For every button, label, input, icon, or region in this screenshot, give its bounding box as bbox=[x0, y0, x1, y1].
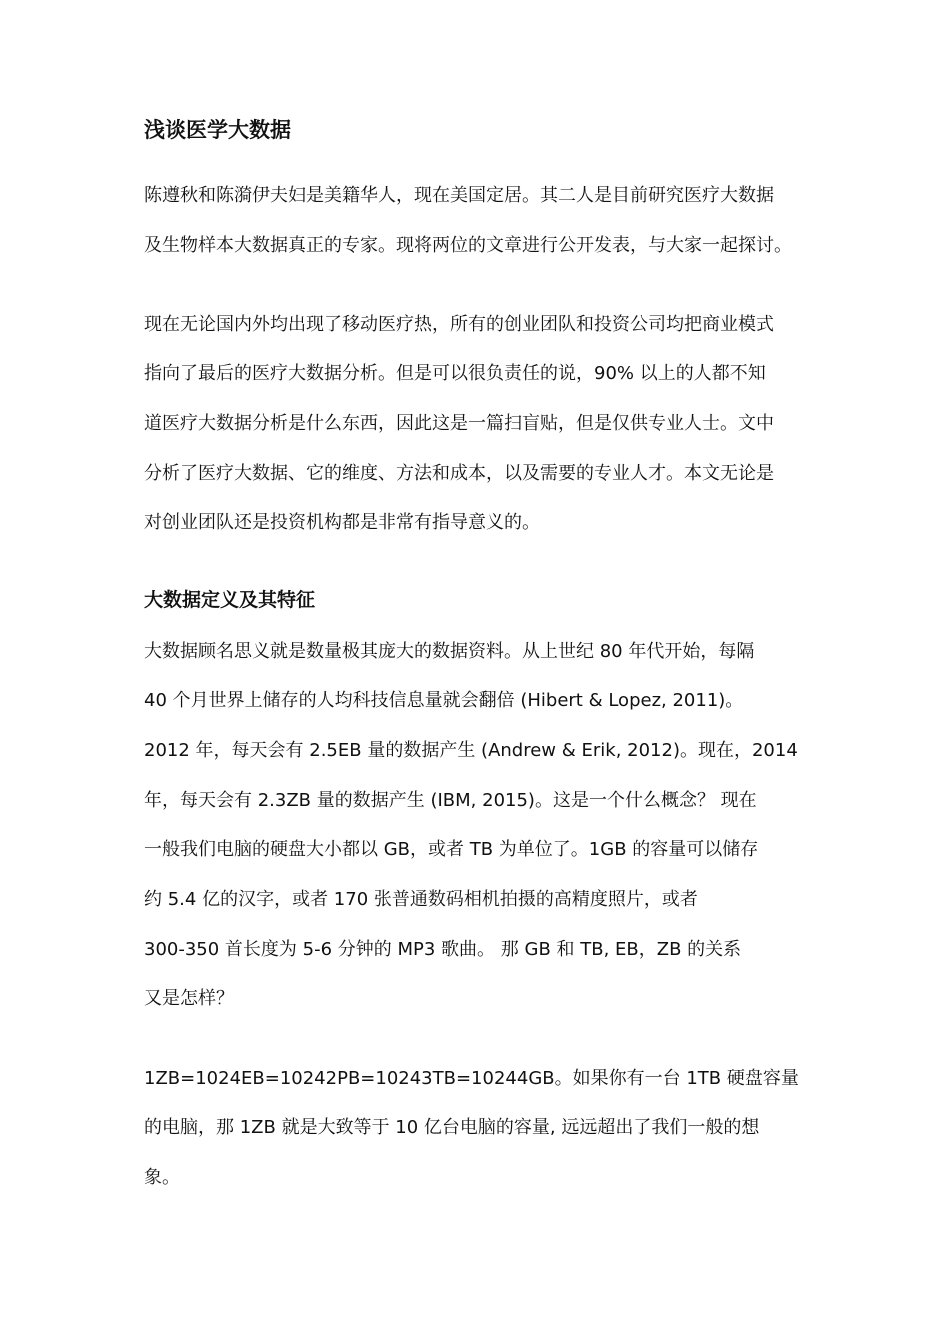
paragraph-line: 大数据顾名思义就是数量极其庞大的数据资料。从上世纪 80 年代开始，每隔 bbox=[144, 641, 755, 662]
paragraph-line: 1ZB=1024EB=10242PB=10243TB=10244GB。如果你有一台 1TB 硬盘容量 bbox=[144, 1068, 799, 1089]
paragraph-line: 的电脑，那 1ZB 就是大致等于 10 亿台电脑的容量, 远远超出了我们一般的想 bbox=[144, 1117, 760, 1138]
paragraph-line: 对创业团队还是投资机构都是非常有指导意义的。 bbox=[144, 512, 540, 533]
paragraph-line: 象。 bbox=[144, 1167, 180, 1188]
paragraph-line: 又是怎样？ bbox=[144, 988, 234, 1009]
section-heading: 大数据定义及其特征 bbox=[144, 589, 316, 611]
paragraph-line: 现在无论国内外均出现了移动医疗热，所有的创业团队和投资公司均把商业模式 bbox=[144, 314, 774, 335]
paragraph-line: 一般我们电脑的硬盘大小都以 GB，或者 TB 为单位了。1GB 的容量可以储存 bbox=[144, 839, 759, 860]
paragraph-line: 分析了医疗大数据、它的维度、方法和成本，以及需要的专业人才。本文无论是 bbox=[144, 463, 774, 484]
paragraph-line: 40 个月世界上储存的人均科技信息量就会翻倍 (Hibert & Lopez, 2011)。 bbox=[144, 690, 744, 711]
paragraph-line: 2012 年，每天会有 2.5EB 量的数据产生 (Andrew & Erik, 2012)。现在，2014 bbox=[144, 740, 798, 761]
paragraph-line: 年，每天会有 2.3ZB 量的数据产生 (IBM, 2015)。这是一个什么概念？ 现在 bbox=[144, 790, 757, 811]
paragraph-line: 指向了最后的医疗大数据分析。但是可以很负责任的说，90% 以上的人都不知 bbox=[144, 363, 766, 384]
paragraph-line: 道医疗大数据分析是什么东西，因此这是一篇扫盲贴，但是仅供专业人士。文中 bbox=[144, 413, 774, 434]
intro-line: 及生物样本大数据真正的专家。现将两位的文章进行公开发表，与大家一起探讨。 bbox=[144, 235, 792, 256]
intro-line: 陈遵秋和陈漪伊夫妇是美籍华人，现在美国定居。其二人是目前研究医疗大数据 bbox=[144, 185, 774, 206]
paragraph-line: 300-350 首长度为 5-6 分钟的 MP3 歌曲。 那 GB 和 TB, EB，ZB 的关系 bbox=[144, 939, 742, 960]
document-title: 浅谈医学大数据 bbox=[144, 118, 291, 142]
paragraph-line: 约 5.4 亿的汉字，或者 170 张普通数码相机拍摄的高精度照片，或者 bbox=[144, 889, 698, 910]
